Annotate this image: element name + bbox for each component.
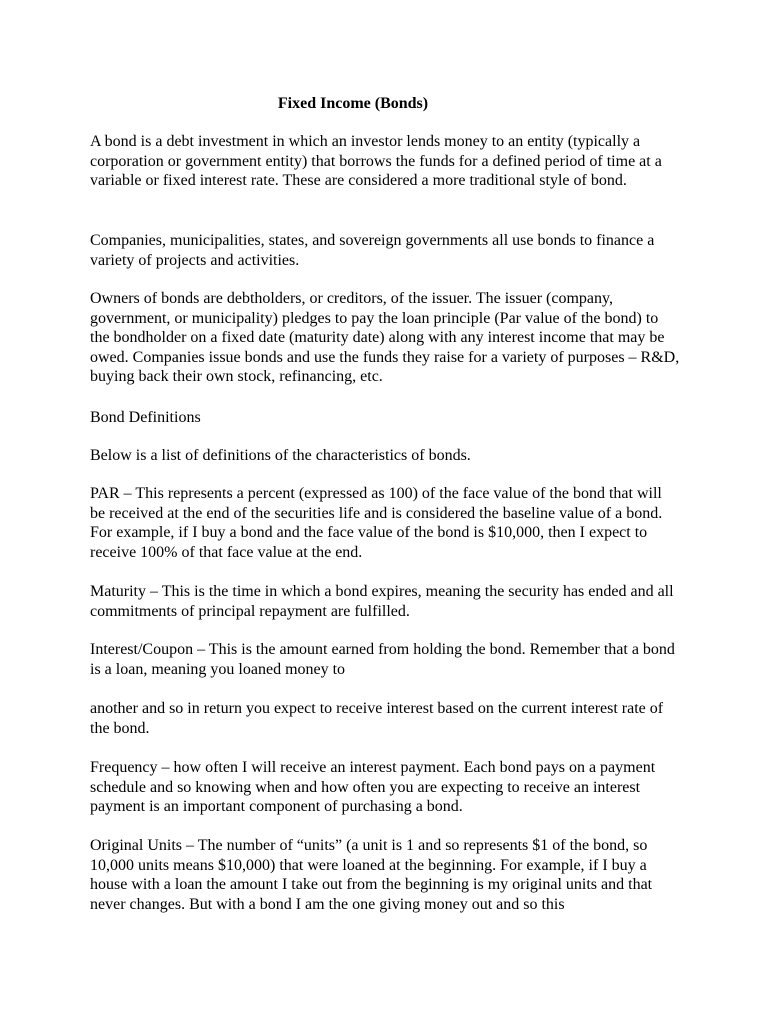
definition-interest-coupon: Interest/Coupon – This is the amount earned from holding the bond. Remember that a bond is a loan, meaning you loaned money to [90,641,675,678]
paragraph-bond-owners: Owners of bonds are debtholders, or creditors, of the issuer. The issuer (company, government, or municipality) pledges to pay the loan principle (Par value of the bond) to the bondholder on a fixed date (maturity date) along with any interest income that may be owed. Companies issue bonds and use the funds they raise for a variety of purposes – R&D, buying back their own stock, refinancing, etc. [90,290,680,385]
section-heading-bond-definitions: Bond Definitions [90,409,201,426]
definition-par: PAR – This represents a percent (expressed as 100) of the face value of the bond that will be received at the end of the securities life and is considered the baseline value of a bond. For example, if I buy a bond and the face value of the bond is $10,000, then I expect to receive 100% of that face value at the end. [90,485,663,561]
paragraph-definitions-intro: Below is a list of definitions of the characteristics of bonds. [90,447,471,464]
definition-maturity: Maturity – This is the time in which a bond expires, meaning the security has ended and all commitments of principal repayment are fulfilled. [90,583,674,620]
definition-original-units: Original Units – The number of “units” (a unit is 1 and so represents $1 of the bond, so 10,000 units means $10,000) that were loaned at the beginning. For example, if I buy a house with a loan the amount I take out from the beginning is my original units and that never changes. But with a bond I am the one giving money out and so this [90,837,653,913]
paragraph-bond-intro: A bond is a debt investment in which an investor lends money to an entity (typically a corporation or government entity) that borrows the funds for a defined period of time at a variable or fixed interest rate. These are considered a more traditional style of bond. [90,133,662,189]
definition-frequency: Frequency – how often I will receive an interest payment. Each bond pays on a payment schedule and so knowing when and how often you are expecting to receive an interest payment is an important component of purchasing a bond. [90,759,656,815]
paragraph-bond-issuers: Companies, municipalities, states, and sovereign governments all use bonds to finance a variety of projects and activities. [90,232,655,269]
definition-interest-coupon-continued: another and so in return you expect to receive interest based on the current interest rate of the bond. [90,700,664,737]
document-title: Fixed Income (Bonds) [277,95,429,112]
